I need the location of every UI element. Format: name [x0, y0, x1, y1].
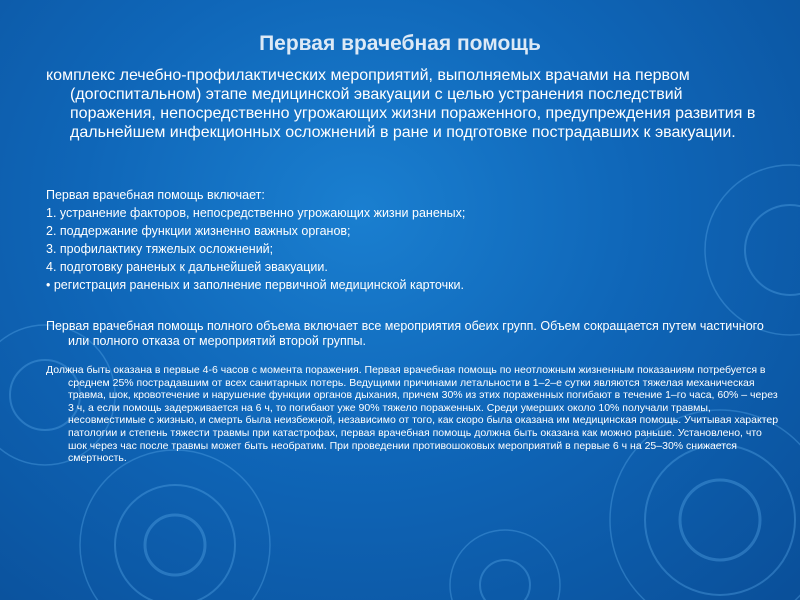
includes-list	[46, 188, 756, 296]
list-item: 2. поддержание функции жизненно важных органов;	[46, 224, 351, 238]
timing-text: Должна быть оказана в первые 4-6 часов с момента поражения. Первая врачебная помощь по неотложным жизненным показаниям потребуется в среднем 25% пострадавшим от всех санитарных потерь. Ведущими причинами летальности в 1–2–е сутки являются тяжелая механическая травма, шок, кровотечение и нарушение функции органов дыхания, причем 30% из этих пораженных погибают в течение 1–го часа, 60% – через 3 ч, а если помощь задерживается на 6 ч, то погибают уже 90% тяжело пораженных. Среди умерших около 10% получали травмы, несовместимые с жизнью, и смерть была неизбежной, независимо от того, как скоро была оказана им медицинская помощь. Учитывая характер патологии и степень тяжести травмы при катастрофах, первая врачебная помощь должна быть оказана как можно раньше. Установлено, что шок через час после травмы может быть необратим. При проведении противошоковых мероприятий в первые 6 ч на 25–30% снижается смертность.	[46, 364, 779, 465]
slide-title: Первая врачебная помощь	[259, 32, 541, 55]
includes-heading: Первая врачебная помощь включает:	[46, 188, 265, 202]
list-item: 3. профилактику тяжелых осложнений;	[46, 242, 274, 256]
full-volume-text: Первая врачебная помощь полного объема включает все мероприятия обеих групп. Объем сокращается путем частичного или полного отказа от мероприятий второй группы.	[46, 319, 764, 348]
list-item: 1. устранение факторов, непосредственно угрожающих жизни раненых;	[46, 206, 466, 220]
list-item: 4. подготовку раненых к дальнейшей эвакуации.	[46, 260, 328, 274]
definition-text: комплекс лечебно-профилактических мероприятий, выполняемых врачами на первом (догоспитальном) этапе медицинской эвакуации с целью устранения последствий поражения, непосредственно угрожающих жизни пораженного, предупреждения развития в дальнейшем инфекционных осложнений в ране и подготовке пострадавших к эвакуации.	[46, 67, 756, 141]
list-item: • регистрация раненых и заполнение первичной медицинской карточки.	[46, 278, 465, 292]
